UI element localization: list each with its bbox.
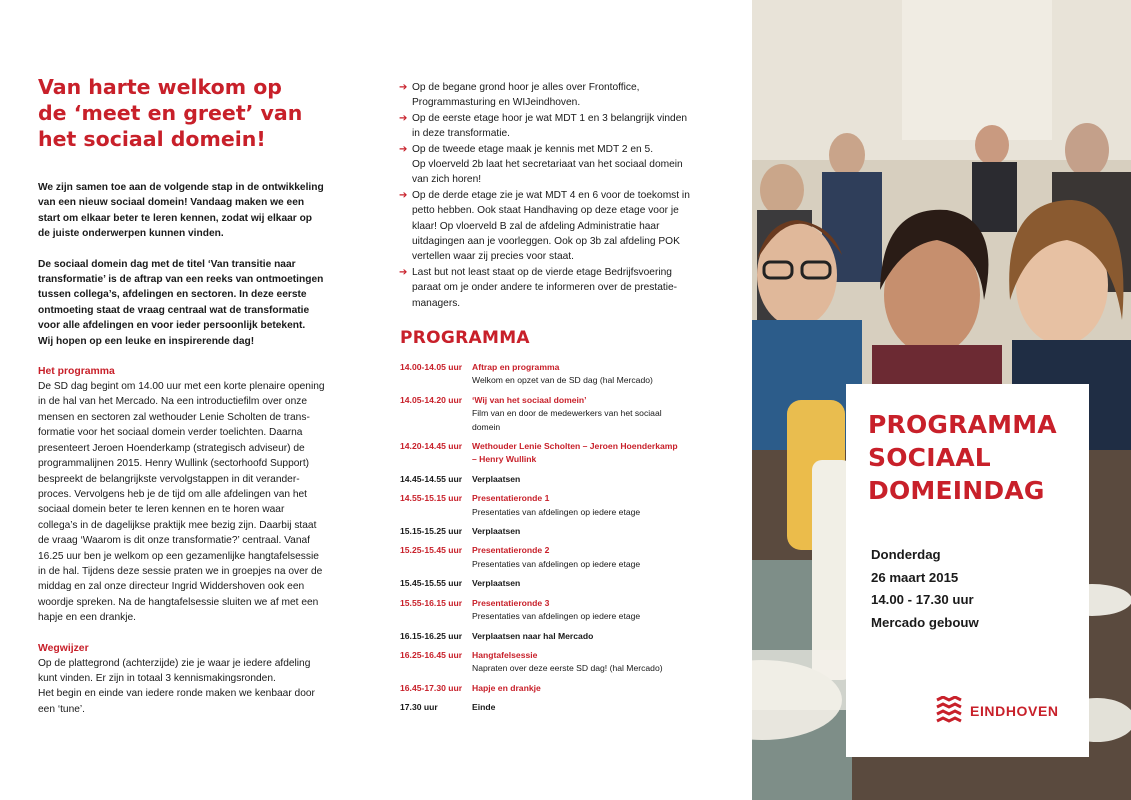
schedule-description: Napraten over deze eerste SD dag! (hal Mercado) [472, 663, 663, 674]
schedule-row [400, 394, 720, 434]
eindhoven-logo [936, 696, 1059, 726]
text-line: Op de begane grond hoor je alles over Frontoffice, [412, 82, 640, 93]
schedule-row [400, 492, 720, 519]
programma-heading: PROGRAMMA [400, 328, 530, 348]
floor-bullet-list [399, 80, 711, 311]
schedule-title: Hapje en drankje [472, 682, 541, 693]
text-line: De SD dag begint om 14.00 uur met een korte plenaire opening [38, 381, 325, 393]
intro-paragraph-1 [38, 180, 344, 242]
text-line: mensen en sectoren zal wethouder Lenie Scholten de trans- [38, 411, 310, 423]
floor-bullet [399, 80, 711, 111]
headline-line: het sociaal domein! [38, 127, 266, 151]
floor-bullet [399, 142, 711, 188]
wegwijzer-heading: Wegwijzer [38, 642, 89, 654]
text-line: uitdagingen aan je voorleggen. Ook op 3b zal afdeling POK [412, 236, 680, 248]
card-title-line: DOMEINDAG [868, 476, 1045, 505]
floor-bullet [399, 111, 711, 142]
schedule-title: Presentatieronde 2 [472, 545, 550, 556]
schedule-row [400, 440, 720, 467]
schedule-time: 14.00-14.05 uur [400, 362, 463, 372]
event-date: 26 maart 2015 [871, 569, 959, 585]
text-line: Op de derde etage zie je wat MDT 4 en 6 voor de toekomst in [412, 189, 690, 201]
schedule-row [400, 544, 720, 571]
floor-guide [399, 80, 711, 311]
text-line: programmalijnen 2015. Henry Wullink (sectorhoofd Support) [38, 458, 310, 470]
schedule-row [400, 649, 720, 676]
het-programma-heading: Het programma [38, 366, 115, 378]
schedule-description: Film van en door de medewerkers van het sociaal [472, 408, 662, 419]
intro-paragraph-2 [38, 257, 344, 349]
schedule-table [400, 361, 720, 721]
schedule-time: 14.20-14.45 uur [400, 441, 463, 452]
arrow-right-icon: ➔ [399, 143, 408, 155]
headline-line: de ‘meet en greet’ van [38, 101, 303, 125]
text-line: in de hal. Tijdens deze sessie praten we in groepjes na over de [38, 565, 323, 577]
text-line: Wij hopen op een leuke en inspirerende dag! [38, 335, 255, 347]
schedule-description: Presentaties van afdelingen op iedere etage [472, 611, 641, 622]
text-line: ontmoeting staat de vraag centraal wat de transformatie [38, 304, 310, 316]
text-line: in deze transformatie. [412, 128, 510, 140]
page-headline [38, 74, 344, 152]
het-programma-paragraph [38, 379, 344, 626]
schedule-row [400, 525, 720, 538]
event-info-card [846, 384, 1089, 757]
schedule-description: domein [472, 421, 501, 432]
text-line: We zijn samen toe aan de volgende stap in de ontwikkeling [38, 182, 324, 193]
text-line: formatie voor het sociaal domein verder toelichten. Daarna [38, 427, 303, 439]
text-line: Op vloerveld 2b laat het secretariaat van het sociaal domein [412, 159, 683, 171]
arrow-right-icon: ➔ [399, 82, 408, 93]
schedule-time: 16.45-17.30 uur [400, 682, 463, 693]
schedule-time: 14.55-15.15 uur [400, 493, 463, 504]
schedule-title: Verplaatsen [472, 473, 521, 484]
text-line: paraat om je onder andere te informeren over de prestatie- [412, 282, 678, 294]
schedule-time: 14.45-14.55 uur [400, 473, 463, 484]
text-line: van een nieuw sociaal domein! Vandaag maken we een [38, 197, 305, 209]
card-title [868, 408, 1057, 507]
card-title-line: PROGRAMMA [868, 410, 1057, 439]
card-title-line: SOCIAAL [868, 443, 991, 472]
schedule-title: Einde [472, 702, 496, 713]
schedule-description: Presentaties van afdelingen op iedere etage [472, 558, 641, 569]
text-line: hapje en een drankje. [38, 612, 136, 624]
text-line: Op de plattegrond (achterzijde) zie je waar je iedere afdeling [38, 657, 311, 669]
text-line: Last but not least staat op de vierde etage Bedrijfsvoering [412, 266, 672, 278]
schedule-row [400, 361, 720, 388]
schedule-title: Presentatieronde 1 [472, 493, 550, 504]
schedule-time: 16.25-16.45 uur [400, 649, 463, 660]
arrow-right-icon: ➔ [399, 112, 408, 124]
text-line: Het begin en einde van iedere ronde maken we kenbaar door [38, 688, 315, 700]
text-line: Op de tweede etage maak je kennis met MDT 2 en 5. [412, 143, 654, 155]
text-line: De sociaal domein dag met de titel ‘Van transitie naar [38, 258, 296, 270]
schedule-time: 15.45-15.55 uur [400, 578, 463, 589]
schedule-time: 15.25-15.45 uur [400, 545, 463, 556]
text-line: in de hal van het Mercado. Na een introductiefilm over onze [38, 396, 307, 408]
text-line: een ‘tune’. [38, 703, 86, 715]
schedule-row [400, 630, 720, 643]
logo-text: EINDHOVEN [970, 703, 1059, 719]
text-line: managers. [412, 297, 461, 309]
wegwijzer-paragraph [38, 656, 344, 718]
left-column [38, 74, 344, 732]
schedule-title: Wethouder Lenie Scholten – Jeroen Hoenderkamp [472, 441, 678, 452]
schedule-row [400, 577, 720, 590]
text-line: bespreekt de belangrijkste vervolgstappen in dit verander- [38, 473, 300, 485]
text-line: klaar! Op vloerveld B zal de afdeling Administratie haar [412, 220, 660, 232]
text-line: voor alle afdelingen en voor ieder persoonlijk betekent. [38, 320, 306, 332]
text-line: Op de eerste etage hoor je wat MDT 1 en 3 belangrijk vinden [412, 112, 688, 124]
floor-bullet [399, 265, 711, 311]
schedule-row [400, 597, 720, 624]
schedule-row [400, 473, 720, 486]
event-details [871, 544, 979, 634]
text-line: kunt vinden. Er zijn in totaal 3 kennismakingsronden. [38, 672, 276, 684]
headline-line: Van harte welkom op [38, 75, 282, 99]
schedule-title: Verplaatsen naar hal Mercado [472, 630, 594, 641]
text-line: de juiste onderwerpen kunnen vinden. [38, 228, 224, 240]
text-line: de vraag ‘Waarom is dit onze transformatie?’ centraal. Vanaf [38, 535, 310, 547]
schedule-description: Welkom en opzet van de SD dag (hal Mercado) [472, 375, 653, 386]
schedule-time: 14.05-14.20 uur [400, 394, 463, 405]
schedule-row [400, 682, 720, 695]
schedule-time: 15.55-16.15 uur [400, 597, 463, 608]
schedule-time: 17.30 uur [400, 702, 438, 713]
event-day: Donderdag [871, 547, 941, 562]
text-line: proces. Vervolgens heb je de tijd om alle afdelingen van het [38, 488, 308, 500]
schedule-title: Verplaatsen [472, 578, 521, 589]
arrow-right-icon: ➔ [399, 266, 408, 278]
text-line: sociaal domein beter te leren kennen en te horen waar [38, 504, 285, 516]
text-line: tussen collega’s, afdelingen en sectoren. In deze eerste [38, 289, 307, 301]
text-line: Programmasturing en WIJeindhoven. [412, 97, 581, 109]
schedule-time: 16.15-16.25 uur [400, 630, 463, 641]
schedule-title: ‘Wij van het sociaal domein’ [472, 394, 587, 405]
text-line: vertellen waar zij precies voor staat. [412, 251, 574, 263]
text-line: van zich horen! [412, 174, 482, 186]
text-line: 16.25 uur ben je welkom op een gezamenlijke hangtafelsessie [38, 550, 319, 562]
schedule-title-continued: – Henry Wullink [472, 454, 537, 465]
eindhoven-logo-icon [936, 696, 962, 726]
schedule-title: Aftrap en programma [472, 362, 560, 372]
text-line: petto hebben. Ook staat Handhaving op deze etage voor je [412, 205, 679, 217]
text-line: collega’s in de dagelijkse praktijk mee bezig zijn. Daarbij staat [38, 519, 317, 531]
event-time: 14.00 - 17.30 uur [871, 592, 974, 607]
schedule-row [400, 701, 720, 714]
schedule-title: Verplaatsen [472, 526, 521, 537]
text-line: woordje spreken. Na de hangtafelsessie sluiten we af met een [38, 596, 319, 608]
schedule-title: Hangtafelsessie [472, 649, 538, 660]
arrow-right-icon: ➔ [399, 189, 408, 201]
schedule-time: 15.15-15.25 uur [400, 526, 463, 537]
floor-bullet [399, 188, 711, 265]
text-line: presenteert Jeroen Hoenderkamp (strategisch adviseur) de [38, 442, 305, 454]
event-venue: Mercado gebouw [871, 614, 979, 630]
text-line: transformatie’ is de aftrap van een reeks van ontmoetingen [38, 274, 324, 286]
schedule-description: Presentaties van afdelingen op iedere etage [472, 506, 641, 517]
text-line: start om elkaar beter te leren kennen, zodat wij elkaar op [38, 212, 313, 224]
text-line: middag en zal onze directeur Ingrid Widdershoven ook een [38, 581, 305, 593]
schedule-title: Presentatieronde 3 [472, 597, 550, 608]
